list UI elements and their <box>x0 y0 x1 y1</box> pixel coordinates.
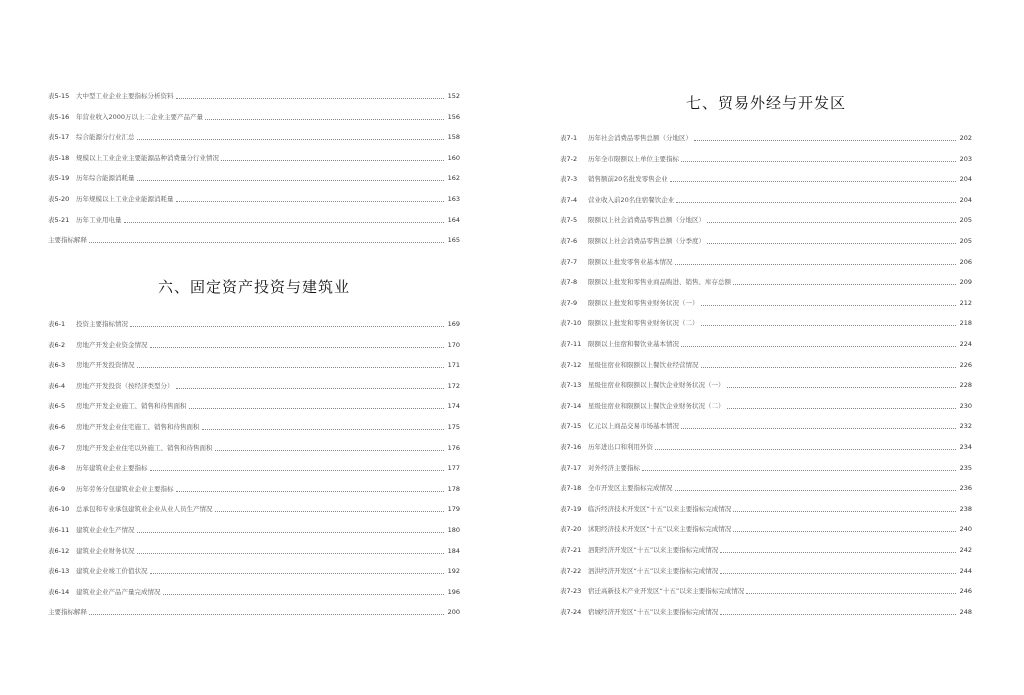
toc-dot-leader <box>670 180 956 182</box>
toc-entry-code: 表5-15 <box>48 92 70 100</box>
toc-entry-code: 表5-19 <box>48 174 70 183</box>
toc-entry-page: 235 <box>959 463 972 472</box>
toc-dot-leader <box>675 489 957 491</box>
toc-dot-leader <box>733 510 956 512</box>
toc-entry-code: 表6-11 <box>48 526 70 534</box>
toc-entry[interactable] <box>48 505 460 513</box>
toc-entry-page: 164 <box>447 215 460 224</box>
toc-entry[interactable] <box>560 587 972 595</box>
toc-entry-code: 表6-14 <box>48 587 70 596</box>
toc-entry-title: 历年综合能源消耗量 <box>76 174 135 183</box>
toc-dot-leader <box>189 407 445 409</box>
toc-entry-title: 限额以上批发和零售业商品购进、销售、库存总额 <box>588 278 731 287</box>
toc-entry-code: 表6-1 <box>48 320 66 328</box>
toc-entry[interactable] <box>48 402 460 410</box>
toc-entry-code: 表6-4 <box>48 381 66 390</box>
toc-dot-leader <box>137 179 445 181</box>
toc-entry-title: 主要指标解释 <box>48 608 87 617</box>
toc-entry[interactable] <box>560 464 972 472</box>
toc-entry-page: 224 <box>959 340 972 348</box>
toc-entry-title: 房地产开发企业住宅施工、销售和待售面积 <box>76 423 200 431</box>
toc-entry-code: 表7-7 <box>560 257 578 266</box>
toc-entry[interactable] <box>560 258 972 266</box>
toc-entry-code: 表7-14 <box>560 401 582 410</box>
toc-entry-code: 表7-21 <box>560 546 582 554</box>
toc-entry-page: 236 <box>959 484 972 493</box>
toc-entry[interactable] <box>48 567 460 575</box>
toc-entry[interactable] <box>48 92 460 100</box>
toc-entry-code: 表7-4 <box>560 195 578 204</box>
toc-entry-page: 202 <box>959 134 972 142</box>
toc-entry[interactable] <box>560 443 972 451</box>
toc-dot-leader <box>215 510 445 512</box>
toc-entry-title: 投资主要指标情况 <box>76 320 128 328</box>
toc-entry-page: 206 <box>959 257 972 266</box>
toc-entry-title: 星级住宿业和限额以上餐饮业经营情况 <box>588 360 699 369</box>
toc-entry-page: 203 <box>959 154 972 163</box>
toc-entry-page: 205 <box>959 237 972 245</box>
toc-entry-code: 表5-17 <box>48 133 70 142</box>
toc-entry-page: 177 <box>447 464 460 473</box>
toc-entry-code: 表7-3 <box>560 175 578 184</box>
toc-entry-page: 248 <box>959 607 972 616</box>
toc-entry[interactable] <box>560 175 972 183</box>
toc-entry[interactable] <box>48 382 460 390</box>
toc-entry[interactable] <box>48 361 460 369</box>
toc-entry-page: 180 <box>447 526 460 534</box>
toc-dot-leader <box>137 552 445 554</box>
toc-entry-page: 179 <box>447 505 460 514</box>
toc-entry-title: 房地产开发投资（按经济类型分） <box>76 381 174 390</box>
toc-dot-leader <box>720 572 956 574</box>
toc-entry-title: 历年工业用电量 <box>76 215 122 224</box>
toc-entry-code: 表6-8 <box>48 464 66 473</box>
toc-dot-leader <box>681 427 956 429</box>
toc-dot-leader <box>707 221 956 223</box>
toc-dot-leader <box>89 613 444 615</box>
toc-entry[interactable] <box>560 546 972 554</box>
toc-entry-title: 历年进出口和利用外资 <box>588 443 653 451</box>
toc-entry-page: 200 <box>447 608 460 617</box>
toc-entry-title: 泗洪经济开发区“十五”以来主要指标完成情况 <box>588 566 719 575</box>
toc-entry-page: 196 <box>447 587 460 596</box>
toc-dot-leader <box>676 201 956 203</box>
toc-entry[interactable] <box>560 237 972 245</box>
toc-entry-code: 表7-6 <box>560 237 578 245</box>
toc-entry[interactable] <box>48 320 460 328</box>
toc-entry-page: 226 <box>959 360 972 369</box>
toc-entry-page: 230 <box>959 401 972 410</box>
toc-entry-title: 宿城经济开发区“十五”以来主要指标完成情况 <box>588 607 719 616</box>
toc-dot-leader <box>137 531 445 533</box>
toc-entry-title: 限额以上批发和零售业财务状况（二） <box>588 319 699 328</box>
toc-entry-code: 表6-2 <box>48 340 66 349</box>
toc-entry-page: 184 <box>447 546 460 555</box>
toc-dot-leader <box>163 593 445 595</box>
toc-entry-code: 表5-21 <box>48 215 70 224</box>
toc-entry-page: 170 <box>447 340 460 349</box>
toc-entry-page: 242 <box>959 546 972 554</box>
toc-entry-title: 建筑业企业产品产量完成情况 <box>76 587 161 596</box>
toc-entry[interactable] <box>48 464 460 472</box>
toc-entry-code: 表5-20 <box>48 195 70 203</box>
toc-entry-page: 156 <box>447 112 460 121</box>
toc-entry[interactable] <box>560 319 972 327</box>
toc-entry-title: 限额以上住宿和餐饮业基本情况 <box>588 340 679 348</box>
toc-entry-title: 限额以上批发零售业基本情况 <box>588 257 673 266</box>
toc-entry-code: 表6-10 <box>48 505 70 514</box>
toc-entry-page: 176 <box>447 443 460 452</box>
toc-entry-code: 表7-20 <box>560 525 582 534</box>
toc-entry[interactable] <box>560 361 972 369</box>
toc-entry-title: 历年劳务分包建筑业企业主要指标 <box>76 484 174 493</box>
toc-entry-page: 158 <box>447 133 460 142</box>
toc-entry[interactable] <box>48 423 460 431</box>
toc-entry-code: 表6-6 <box>48 423 66 431</box>
toc-entry-code: 表7-23 <box>560 587 582 596</box>
toc-entry-title: 历年社会消费品零售总额（分地区） <box>588 134 692 142</box>
toc-entry[interactable] <box>560 134 972 142</box>
toc-entry[interactable] <box>560 505 972 513</box>
toc-dot-leader <box>176 97 445 99</box>
toc-entry[interactable] <box>560 402 972 410</box>
toc-entry-title: 泗阳经济开发区“十五”以来主要指标完成情况 <box>588 546 719 554</box>
toc-entry[interactable] <box>48 216 460 224</box>
toc-entry[interactable] <box>48 341 460 349</box>
toc-entry-title: 总承包和专业承包建筑业企业从业人员生产情况 <box>76 505 213 514</box>
toc-entry-title: 历年建筑业企业主要指标 <box>76 464 148 473</box>
toc-dot-leader <box>137 366 445 368</box>
toc-entry-page: 204 <box>959 175 972 184</box>
toc-entry-code: 表7-10 <box>560 319 582 328</box>
section-title-7: 七、贸易外经与开发区 <box>685 94 846 112</box>
toc-entry-title: 建筑业企业财务状况 <box>76 546 135 555</box>
toc-entry-page: 172 <box>447 381 460 390</box>
toc-dot-leader <box>694 139 956 141</box>
toc-entry-title: 宿迁高新技术产业开发区“十五”以来主要指标完成情况 <box>588 587 745 596</box>
toc-entry-page: 163 <box>447 195 460 203</box>
toc-dot-leader <box>707 242 956 244</box>
toc-entry-code: 表7-1 <box>560 134 578 142</box>
toc-dot-leader <box>727 407 957 409</box>
toc-entry-code: 表7-11 <box>560 340 582 348</box>
toc-dot-leader <box>89 241 444 243</box>
toc-entry-code: 表7-9 <box>560 298 578 307</box>
toc-entry-title: 限额以上社会消费品零售总额（分季度） <box>588 237 705 245</box>
toc-dot-leader <box>130 325 444 327</box>
toc-entry[interactable] <box>48 236 460 244</box>
toc-dot-leader <box>150 572 445 574</box>
right-page <box>560 0 972 695</box>
toc-entry-title: 年营业收入2000万以上二企业主要产品产量 <box>76 112 204 121</box>
toc-entry-title: 大中型工业企业主要指标分析资料 <box>76 92 174 100</box>
toc-entry[interactable] <box>560 278 972 286</box>
toc-entry-code: 表7-8 <box>560 278 578 287</box>
toc-entry-code: 表7-18 <box>560 484 582 493</box>
toc-entry[interactable] <box>48 113 460 121</box>
toc-entry-code: 表6-12 <box>48 546 70 555</box>
toc-entry-page: 152 <box>447 92 460 100</box>
toc-entry-title: 星级住宿业和限额以上餐饮企业财务状况（一） <box>588 381 725 390</box>
toc-entry[interactable] <box>48 547 460 555</box>
toc-dot-leader <box>701 324 957 326</box>
toc-entry-title: 房地产开发企业资金情况 <box>76 340 148 349</box>
toc-entry-page: 205 <box>959 216 972 225</box>
toc-entry-title: 主要指标解释 <box>48 236 87 245</box>
toc-dot-leader <box>655 448 956 450</box>
toc-entry-title: 规模以上工业企业主要能源品种消费量分行业情况 <box>76 153 219 162</box>
toc-entry[interactable] <box>560 216 972 224</box>
toc-entry-code: 表7-13 <box>560 381 582 390</box>
toc-entry[interactable] <box>560 381 972 389</box>
toc-entry-page: 192 <box>447 567 460 576</box>
toc-entry-code: 表6-5 <box>48 402 66 411</box>
toc-entry-title: 星级住宿业和限额以上餐饮企业财务状况（二） <box>588 401 725 410</box>
toc-entry-title: 建筑业企业竣工价值状况 <box>76 567 148 576</box>
toc-entry-title: 限额以上批发和零售业财务状况（一） <box>588 298 699 307</box>
toc-entry-page: 234 <box>959 443 972 451</box>
toc-entry-title: 房地产开发投资情况 <box>76 361 135 370</box>
toc-entry-code: 表5-18 <box>48 153 70 162</box>
toc-dot-leader <box>124 221 445 223</box>
toc-entry-code: 表7-5 <box>560 216 578 225</box>
toc-entry-page: 171 <box>447 361 460 370</box>
toc-entry-page: 204 <box>959 195 972 204</box>
toc-dot-leader <box>675 263 957 265</box>
toc-entry[interactable] <box>560 608 972 616</box>
toc-entry-code: 表6-3 <box>48 361 66 370</box>
toc-dot-leader <box>746 592 956 594</box>
toc-entry-code: 表7-16 <box>560 443 582 451</box>
toc-entry-title: 综合能源分行业汇总 <box>76 133 135 142</box>
toc-entry-code: 表7-2 <box>560 154 578 163</box>
toc-entry-page: 212 <box>959 298 972 307</box>
toc-entry[interactable] <box>560 422 972 430</box>
toc-entry-title: 沭阳经济技术开发区“十五”以来主要指标完成情况 <box>588 525 732 534</box>
toc-entry[interactable] <box>48 133 460 141</box>
left-page <box>48 0 460 695</box>
toc-entry[interactable] <box>48 154 460 162</box>
toc-entry-code: 表7-19 <box>560 504 582 513</box>
toc-dot-leader <box>202 428 445 430</box>
toc-entry[interactable] <box>560 196 972 204</box>
section-title-6: 六、固定资产投资与建筑业 <box>157 278 350 296</box>
toc-entry-title: 历年全市限额以上单位主要指标 <box>588 154 679 163</box>
toc-entry-code: 表7-24 <box>560 607 582 616</box>
toc-entry-code: 表6-13 <box>48 567 70 576</box>
toc-entry-page: 228 <box>959 381 972 390</box>
toc-entry-title: 亿元以上商品交易市场基本情况 <box>588 422 679 431</box>
toc-entry-page: 244 <box>959 566 972 575</box>
toc-dot-leader <box>720 613 956 615</box>
toc-dot-leader <box>176 200 445 202</box>
toc-entry[interactable] <box>48 195 460 203</box>
toc-dot-leader <box>221 159 444 161</box>
toc-entry-page: 178 <box>447 484 460 493</box>
toc-entry-page: 174 <box>447 402 460 411</box>
toc-entry-page: 160 <box>447 153 460 162</box>
toc-entry-title: 营业收入前20名住宿餐饮企业 <box>588 195 675 204</box>
toc-entry-page: 246 <box>959 587 972 596</box>
toc-entry-page: 162 <box>447 174 460 183</box>
toc-dot-leader <box>733 283 956 285</box>
toc-entry-title: 房地产开发企业住宅以外施工、销售和待售面积 <box>76 443 213 452</box>
toc-entry-code: 表7-17 <box>560 463 582 472</box>
toc-entry[interactable] <box>560 525 972 533</box>
toc-dot-leader <box>681 160 956 162</box>
toc-dot-leader <box>215 449 445 451</box>
toc-entry-title: 临沂经济技术开发区“十五”以来主要指标完成情况 <box>588 504 732 513</box>
toc-entry[interactable] <box>560 340 972 348</box>
toc-entry[interactable] <box>560 567 972 575</box>
toc-entry-code: 表5-16 <box>48 112 70 121</box>
toc-dot-leader <box>681 345 956 347</box>
toc-entry[interactable] <box>560 155 972 163</box>
toc-entry-page: 232 <box>959 422 972 431</box>
toc-entry-page: 175 <box>447 423 460 431</box>
toc-entry[interactable] <box>560 484 972 492</box>
toc-dot-leader <box>701 304 957 306</box>
toc-entry[interactable] <box>48 526 460 534</box>
toc-dot-leader <box>205 118 444 120</box>
toc-entry[interactable] <box>48 588 460 596</box>
toc-entry-title: 建筑业企业生产情况 <box>76 526 135 534</box>
toc-dot-leader <box>727 386 957 388</box>
toc-entry[interactable] <box>48 608 460 616</box>
toc-entry-code: 表7-12 <box>560 360 582 369</box>
toc-entry-title: 限额以上社会消费品零售总额（分地区） <box>588 216 705 225</box>
toc-dot-leader <box>150 469 445 471</box>
toc-entry[interactable] <box>560 299 972 307</box>
toc-entry[interactable] <box>48 485 460 493</box>
toc-dot-leader <box>176 387 445 389</box>
toc-entry-title: 销售额前20名批发零售企业 <box>588 175 668 184</box>
toc-entry-page: 238 <box>959 504 972 513</box>
toc-entry-page: 240 <box>959 525 972 534</box>
toc-dot-leader <box>176 490 445 492</box>
toc-entry-page: 218 <box>959 319 972 328</box>
toc-entry-title: 历年规模以上工业企业能源消耗量 <box>76 195 174 203</box>
toc-dot-leader <box>720 551 956 553</box>
toc-entry-code: 表6-7 <box>48 443 66 452</box>
toc-dot-leader <box>701 366 957 368</box>
toc-entry-title: 对外经济主要指标 <box>588 463 640 472</box>
toc-dot-leader <box>150 346 445 348</box>
toc-entry-page: 165 <box>447 236 460 245</box>
toc-dot-leader <box>733 530 956 532</box>
toc-entry-code: 表7-22 <box>560 566 582 575</box>
toc-entry[interactable] <box>48 174 460 182</box>
toc-entry-page: 169 <box>447 320 460 328</box>
toc-dot-leader <box>642 469 956 471</box>
toc-dot-leader <box>137 138 445 140</box>
toc-entry-title: 房地产开发企业施工、销售和待售面积 <box>76 402 187 411</box>
toc-entry-code: 表6-9 <box>48 484 66 493</box>
toc-entry-page: 209 <box>959 278 972 287</box>
toc-entry-title: 全市开发区主要指标完成情况 <box>588 484 673 493</box>
toc-entry[interactable] <box>48 444 460 452</box>
toc-entry-code: 表7-15 <box>560 422 582 431</box>
